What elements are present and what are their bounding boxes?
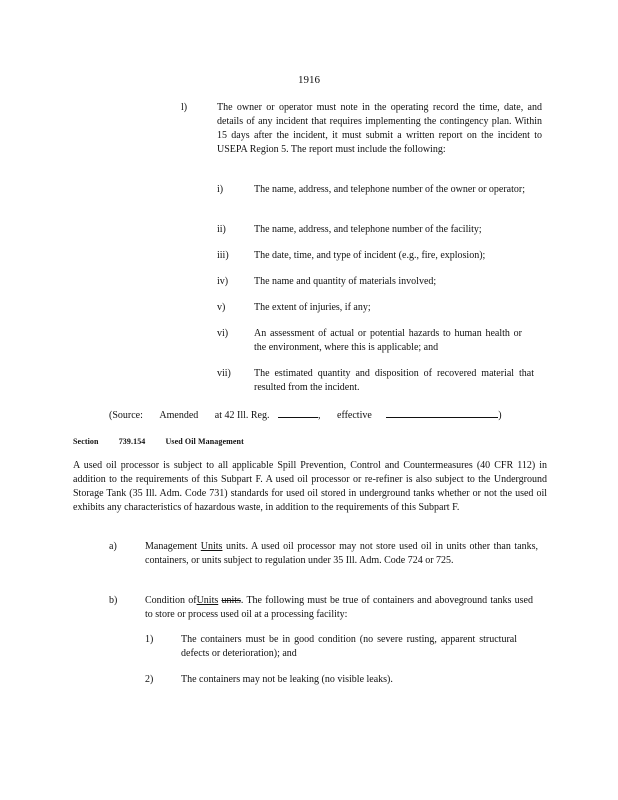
source-note	[109, 407, 509, 423]
item-a-rest: . A used oil processor may not store used oil in units other than tanks, containers, or units subject to regulation under 35 Ill. Adm. Code 724 or 725.	[145, 541, 539, 566]
item-a-inserted: Units	[200, 541, 223, 552]
section-title: Used Oil Management	[165, 437, 244, 446]
section-number: 739.154	[118, 437, 146, 446]
source-effective-blank	[386, 407, 498, 418]
subitem-text: The estimated quantity and disposition of recovered material that resulted from the incident.	[254, 368, 534, 393]
source-prefix: (Source:	[109, 410, 143, 421]
source-effective: effective	[337, 410, 372, 421]
item-b-lead: Condition of	[145, 595, 197, 606]
subitem-text: The name and quantity of materials involved;	[254, 276, 437, 287]
item-b-label: b)	[109, 595, 118, 606]
subitem-text: The date, time, and type of incident (e.g., fire, explosion);	[254, 250, 486, 261]
subitem-label: vii)	[217, 368, 231, 379]
item-a-label: a)	[109, 541, 117, 552]
item-b-subitem-text: The containers must be in good condition (no severe rusting, apparent structural defects or deterioration); and	[181, 634, 517, 659]
item-a-deleted: units	[226, 541, 246, 552]
item-l-text: The owner or operator must note in the operating record the time, date, and details of any incident that requires implementing the contingency plan. Within 15 days after the incident, it must submit a written report on the incident to USEPA Region 5. The report must include the following:	[217, 102, 542, 155]
subitem-text: The name, address, and telephone number of the facility;	[254, 224, 482, 235]
page-number: 1916	[298, 74, 320, 86]
subitem-text: An assessment of actual or potential hazards to human health or the environment, where this is applicable; and	[254, 328, 522, 353]
item-b-subitem-text: The containers may not be leaking (no visible leaks).	[181, 674, 393, 685]
item-b-deleted: units	[221, 595, 241, 606]
section-heading	[73, 435, 262, 449]
item-b-subitem-label: 2)	[145, 674, 154, 685]
source-reg-blank	[278, 407, 318, 418]
subitem-label: iii)	[217, 250, 229, 261]
source-amended: Amended	[159, 410, 199, 421]
subitem-label: i)	[217, 184, 224, 195]
source-reg: at 42 Ill. Reg.	[214, 410, 270, 421]
subitem-text: The extent of injuries, if any;	[254, 302, 371, 313]
section-intro: A used oil processor is subject to all applicable Spill Prevention, Control and Countermeasures (40 CFR 112) in addition to the requirements of this Subpart F. A used oil processor or re-refiner is also subject to the Underground Storage Tank (35 Ill. Adm. Code 731) standards for used oil stored in underground tanks whether or not the used oil exhibits any characteristics of hazardous waste, in addition to the requirements of this Subpart F.	[73, 460, 547, 513]
item-a-lead: Management	[145, 541, 198, 552]
subitem-text: The name, address, and telephone number of the owner or operator;	[254, 184, 526, 195]
source-suffix: )	[498, 410, 502, 421]
subitem-label: vi)	[217, 328, 229, 339]
section-word: Section	[73, 437, 99, 446]
subitem-label: ii)	[217, 224, 226, 235]
source-comma: ,	[318, 410, 321, 421]
item-a-text	[145, 540, 538, 568]
subitem-label: iv)	[217, 276, 229, 287]
item-l-label: l)	[181, 102, 188, 113]
item-b-subitem-label: 1)	[145, 634, 154, 645]
item-b-text	[145, 594, 533, 622]
item-b-rest: . The following must be true of containers and aboveground tanks used to store or process used oil at a processing facility:	[145, 595, 533, 620]
subitem-label: v)	[217, 302, 226, 313]
item-b-inserted: Units	[196, 595, 219, 606]
